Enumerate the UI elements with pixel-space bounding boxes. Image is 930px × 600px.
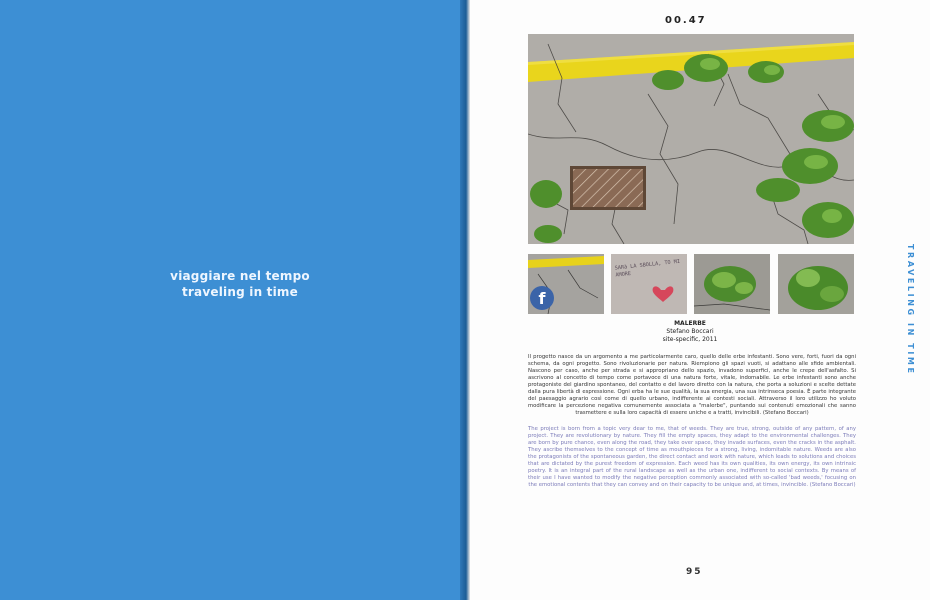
svg-text:f: f	[538, 289, 546, 308]
side-label-text: TRAVELING IN TIME	[906, 244, 915, 376]
caption-info: site-specific, 2011	[662, 336, 718, 343]
section-side-label	[903, 244, 917, 376]
thumbnail-2-chalk-writing	[611, 254, 687, 314]
page-number: 95	[686, 567, 703, 577]
thumbnail-strip	[528, 254, 854, 314]
thumbnail-1-yellow-line	[528, 254, 604, 314]
caption-author: Stefano Boccari	[666, 328, 714, 335]
body-text-english: The project is born from a topic very dear to me, that of weeds. They are true, strong, outside of any pattern, of any project. They are revolutionary by nature. They fill the empty spaces, they adapt to the environmental challenges. They are born by pure chance, even along the road, they take over space, they invade surfaces, even the cracks in the asphalt. They ascribe themselves to the concept of time as mouthpieces for a strong, living, indomitable nature. Weeds are also the protagonists of the spontaneous garden, the direct contact and work with nature, which leads to solutions and choices that are dictated by the purest freedom of expression. Each weed has its own qualities, its own energy, its own intrinsic poetry. It is an integral part of the rural landscape as well as the urban one, indifferent to social contexts. By means of their use I have wanted to modify the negative perception commonly associated with so-called 'bad weeds,' focusing on the emotional contents that they can convey and on their capacity to be unique and, at times, invincible. (Stefano Boccari)	[528, 426, 856, 488]
artwork-caption	[620, 320, 760, 344]
thumbnail-4-weed	[778, 254, 854, 314]
body-text-italian: Il progetto nasce da un argomento a me particolarmente caro, quello delle erbe infestanti. Sono vere, forti, fuori da ogni schema, da ogni progetto. Sono rivoluzionarie per natura. Riempiono gli spazi vuoti, si adattano alle sfide ambientali. Nascono per caso, anche per strada e si appropriano dello spazio, invadono superfici, anche le crepe dell'asfalto. Si ascrivono al concetto di tempo come portavoce di una natura forte, vitale, indomabile. Le erbe infestanti sono anche protagoniste del giardino spontaneo, del contatto e del lavoro diretto con la natura, che porta a soluzioni e scelte dettate dalla pura libertà di espressione. Ogni erba ha le sue qualità, la sua energia, una sua intrinseca poesia. È parte integrante del paesaggio agrario così come di quello urbano, indifferente ai contesti sociali. Attraverso il loro utilizzo ho voluto modificare la percezione negativa comunemente associata a "malerbe", puntando sui contenuti emozionali che sanno trasmettere e sulla loro capacità di essere uniche e a tratti, invincibili. (Stefano Boccari)	[528, 354, 856, 416]
title-italian: viaggiare nel tempo	[170, 269, 310, 283]
chalk-text: SARà LA SBOLLA, TO MI AMORE	[614, 258, 681, 279]
left-page-title	[160, 268, 320, 300]
thumbnail-3-weed	[694, 254, 770, 314]
title-english: traveling in time	[182, 285, 298, 299]
caption-title: MALERBE	[674, 320, 706, 327]
book-spine	[460, 0, 470, 600]
right-page	[470, 0, 930, 600]
page-code: 00.47	[665, 15, 707, 26]
main-photo-weeds-asphalt	[528, 34, 854, 244]
